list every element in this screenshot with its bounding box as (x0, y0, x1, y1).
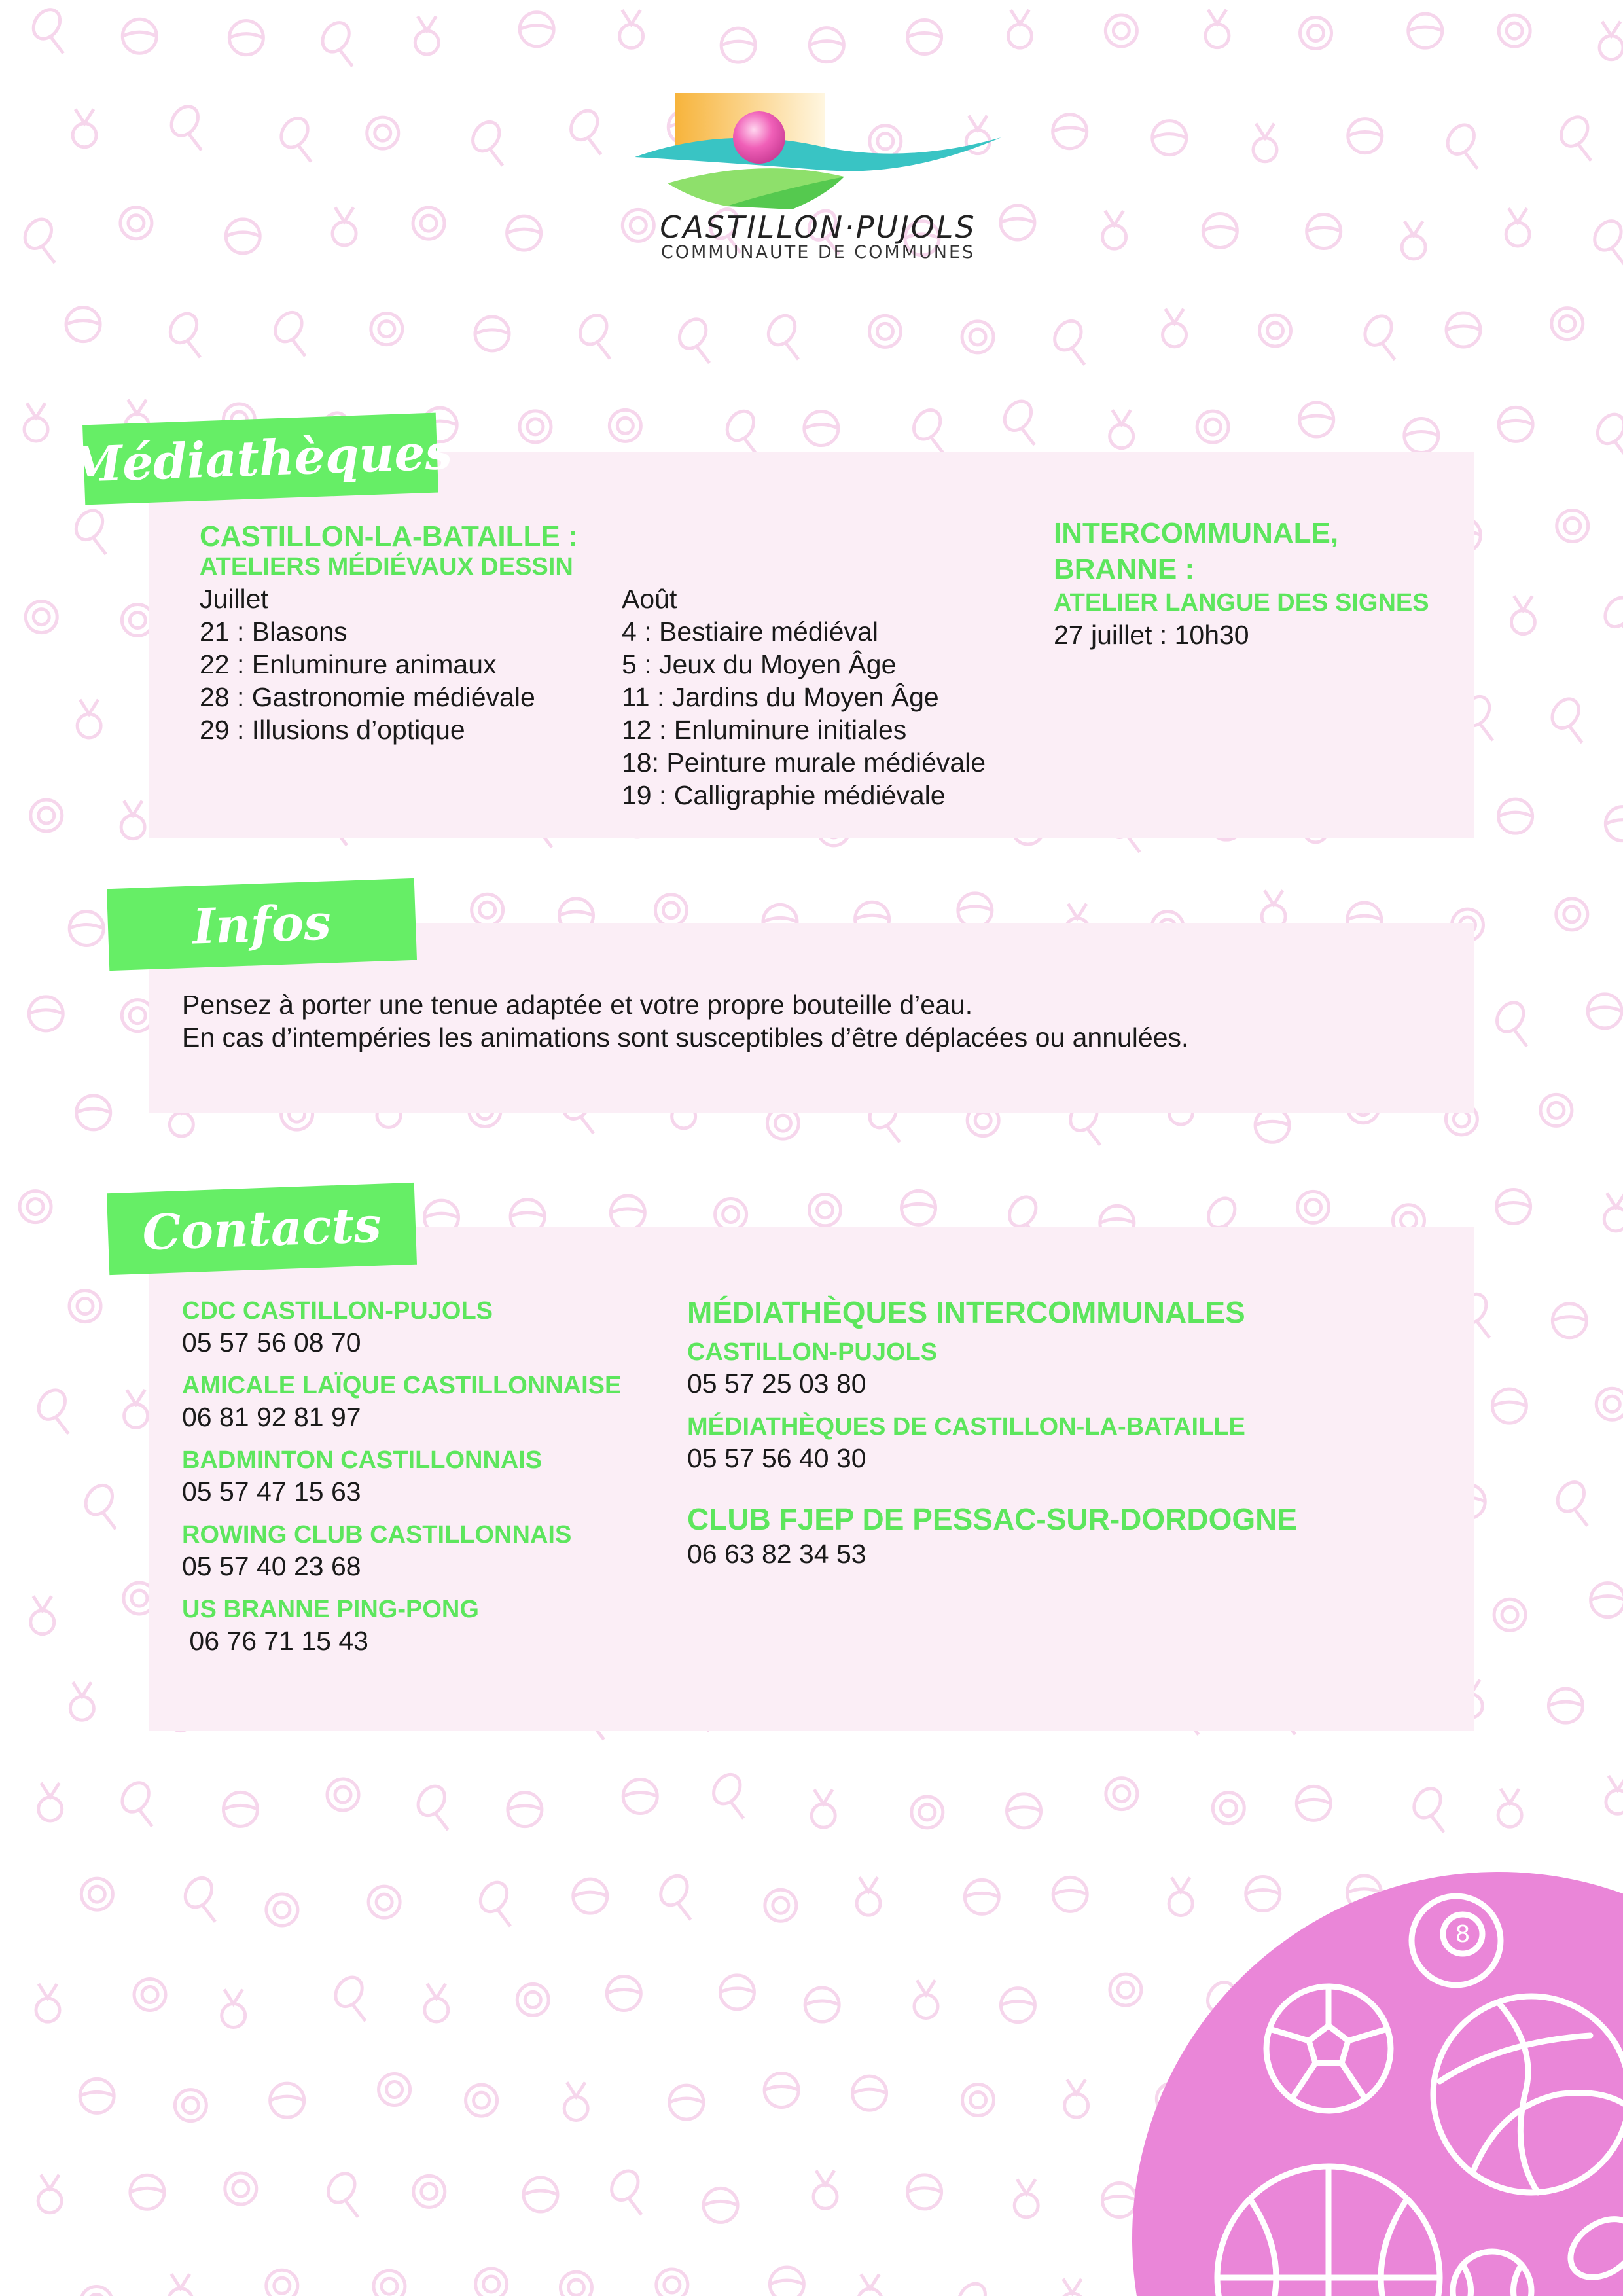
pattern-doodle (853, 2076, 887, 2110)
pattern-doodle (165, 308, 202, 357)
pattern-doodle (476, 2269, 507, 2296)
pattern-doodle (475, 1877, 512, 1926)
contacts-tag (107, 1183, 417, 1275)
pattern-doodle (1014, 2179, 1038, 2217)
pattern-doodle (317, 18, 355, 67)
infos-line: Pensez à porter une tenue adaptée et votre propre bouteille d’eau. (182, 990, 973, 1020)
pattern-doodle (1494, 1599, 1525, 1630)
infos-text (182, 988, 1188, 1054)
pattern-doodle (1053, 115, 1087, 149)
pattern-doodle (69, 1291, 101, 1322)
pattern-doodle (327, 1779, 359, 1810)
pattern-doodle (655, 1871, 692, 1920)
pattern-doodle (130, 2175, 164, 2209)
pattern-doodle (764, 2073, 798, 2107)
pattern-doodle (1307, 215, 1341, 249)
pattern-doodle (1110, 410, 1133, 448)
pattern-doodle (524, 2178, 558, 2212)
pattern-doodle (813, 2170, 837, 2208)
pattern-doodle (962, 321, 993, 353)
pattern-doodle (1556, 112, 1593, 161)
contact-item (182, 1520, 621, 1583)
pattern-doodle (1049, 316, 1086, 365)
pattern-doodle (857, 1877, 880, 1915)
pattern-doodle (80, 2079, 114, 2113)
pattern-doodle (1103, 211, 1126, 249)
pattern-doodle (368, 1886, 400, 1918)
pattern-doodle (912, 1797, 943, 1828)
pattern-doodle (1511, 596, 1535, 634)
aout-month: Août (622, 584, 677, 614)
pattern-doodle (508, 1793, 542, 1827)
pattern-doodle (722, 406, 759, 456)
pattern-doodle (39, 1783, 62, 1821)
logo-emblem-icon (628, 85, 1008, 209)
pattern-doodle (413, 1781, 450, 1830)
pattern-doodle (1408, 1784, 1446, 1833)
pattern-doodle (475, 317, 509, 351)
contact-item (182, 1445, 621, 1508)
pattern-doodle (1499, 15, 1530, 46)
pattern-doodle (804, 412, 838, 446)
pattern-doodle (765, 1890, 796, 1921)
pattern-doodle (414, 2176, 445, 2207)
pattern-doodle (1053, 1877, 1087, 1911)
pattern-doodle (721, 28, 755, 62)
pattern-doodle (1060, 2279, 1084, 2296)
pattern-doodle (31, 800, 62, 831)
pattern-doodle (1163, 309, 1186, 347)
aout-item: 11 : Jardins du Moyen Âge (622, 682, 939, 712)
logo-subtitle: COMMUNAUTE DE COMMUNES (660, 242, 976, 262)
pattern-doodle (560, 2272, 592, 2296)
contact-name: BADMINTON CASTILLONNAIS (182, 1446, 543, 1474)
contact-item (182, 1371, 621, 1433)
pattern-doodle (1506, 208, 1529, 246)
branne-title-line1: INTERCOMMUNALE, (1054, 517, 1339, 549)
pattern-doodle (1606, 1776, 1623, 1814)
club-fjep-name: CLUB FJEP DE PESSAC-SUR-DORDOGNE (687, 1502, 1298, 1536)
contact-item (687, 1412, 1297, 1475)
pattern-doodle (1556, 899, 1588, 930)
pattern-doodle (517, 1984, 548, 2015)
pattern-doodle (1492, 1389, 1526, 1423)
pattern-doodle (1007, 1794, 1041, 1828)
logo-name: CASTILLON·PUJOLS (660, 209, 976, 245)
pattern-doodle (134, 1979, 166, 2010)
contact-name: MÉDIATHÈQUES DE CASTILLON-LA-BATAILLE (687, 1413, 1245, 1441)
pattern-doodle (908, 405, 946, 454)
pattern-doodle (120, 207, 152, 239)
pattern-doodle (413, 207, 444, 239)
pattern-doodle (266, 1894, 298, 1926)
pattern-doodle (869, 315, 901, 347)
pattern-doodle (20, 1191, 51, 1223)
pattern-doodle (810, 28, 844, 62)
pattern-doodle (715, 1198, 747, 1230)
pattern-doodle (669, 2085, 704, 2119)
pattern-doodle (611, 1196, 645, 1230)
pattern-doodle (1105, 15, 1137, 46)
pattern-doodle (564, 2082, 588, 2120)
aout-item: 4 : Bestiaire médiéval (622, 617, 878, 647)
pattern-doodle (609, 410, 641, 441)
pattern-doodle (38, 2175, 62, 2213)
pattern-doodle (507, 216, 541, 250)
pattern-doodle (270, 308, 307, 357)
pattern-doodle (26, 601, 57, 633)
pattern-doodle (1001, 1988, 1035, 2022)
pattern-doodle (1442, 120, 1480, 169)
pattern-doodle (708, 1770, 745, 1819)
pattern-doodle (1205, 10, 1229, 48)
juillet-item: 22 : Enluminure animaux (200, 649, 497, 679)
infos-tag (107, 878, 417, 971)
contacts-right-list (687, 1293, 1297, 1570)
pattern-doodle (575, 310, 612, 359)
pattern-doodle (330, 1972, 368, 2021)
branne-subtitle: ATELIER LANGUE DES SIGNES (1054, 589, 1429, 617)
pattern-doodle (1404, 419, 1438, 453)
pattern-doodle (1548, 1689, 1582, 1723)
pattern-doodle (1259, 315, 1291, 346)
pattern-doodle (1300, 18, 1332, 49)
pattern-doodle (1600, 592, 1623, 641)
contacts-left-list (182, 1296, 621, 1669)
pattern-doodle (117, 1778, 154, 1827)
pattern-doodle (1253, 124, 1277, 162)
pattern-doodle (963, 2084, 994, 2115)
pattern-doodle (166, 101, 204, 151)
mediatheques-intercommunales-heading: MÉDIATHÈQUES INTERCOMMUNALES (687, 1295, 1245, 1329)
pattern-doodle (1300, 403, 1334, 437)
pattern-doodle (1255, 1108, 1289, 1142)
pattern-doodle (565, 105, 603, 154)
pattern-doodle (1102, 2183, 1136, 2217)
pattern-doodle (620, 10, 643, 48)
pattern-doodle (33, 1385, 71, 1434)
pattern-doodle (1557, 510, 1588, 541)
pattern-doodle (466, 2085, 497, 2116)
juillet-item: 21 : Blasons (200, 617, 348, 647)
pattern-doodle (24, 403, 48, 441)
pattern-doodle (1065, 2079, 1088, 2117)
pattern-doodle (122, 19, 156, 53)
pattern-doodle (1588, 994, 1622, 1028)
contact-phone: 05 57 40 23 68 (182, 1551, 361, 1581)
castillon-subtitle: ATELIERS MÉDIÉVAUX DESSIN (200, 553, 573, 581)
sports-balls-decoration (1132, 1872, 1623, 2296)
pattern-doodle (379, 2074, 410, 2106)
pattern-doodle (520, 12, 554, 46)
pattern-doodle (1591, 1583, 1623, 1617)
pattern-doodle (66, 308, 100, 342)
pattern-doodle (323, 2168, 360, 2217)
pattern-doodle (77, 700, 101, 738)
pattern-doodle (1298, 1191, 1329, 1223)
pattern-doodle (1552, 308, 1583, 340)
pattern-doodle (1592, 409, 1623, 458)
pattern-doodle (20, 214, 57, 263)
pattern-doodle (80, 1480, 118, 1530)
pattern-doodle (472, 894, 503, 925)
pattern-doodle (467, 117, 505, 166)
pattern-doodle (266, 2270, 298, 2296)
pattern-doodle (805, 1988, 839, 2022)
pattern-doodle (70, 1682, 94, 1720)
contact-name: CASTILLON-PUJOLS (687, 1338, 938, 1366)
pattern-doodle (914, 1980, 938, 2018)
pattern-doodle (367, 117, 399, 149)
contact-phone: 05 57 47 15 63 (182, 1477, 361, 1507)
pattern-doodle (1599, 22, 1623, 60)
pattern-doodle (1008, 10, 1031, 48)
pattern-doodle (124, 1390, 148, 1427)
pattern-doodle (1605, 807, 1623, 841)
contact-name: ROWING CLUB CASTILLONNAIS (182, 1521, 572, 1549)
pattern-doodle (1491, 997, 1529, 1047)
mediatheques-tag-label: Médiathèques (67, 423, 454, 494)
pattern-doodle (1552, 1304, 1586, 1338)
juillet-item: 29 : Illusions d’optique (200, 715, 465, 745)
pattern-doodle (1203, 213, 1237, 247)
contact-name: AMICALE LAÏQUE CASTILLONNAISE (182, 1372, 622, 1399)
contact-name: US BRANNE PING-PONG (182, 1596, 479, 1623)
pattern-doodle (36, 1984, 60, 2022)
aout-item: 5 : Jeux du Moyen Âge (622, 649, 897, 679)
juillet-item: 28 : Gastronomie médiévale (200, 682, 535, 712)
contact-name: CDC CASTILLON-PUJOLS (182, 1297, 493, 1325)
pattern-doodle (180, 1873, 217, 1922)
pattern-doodle (720, 1975, 754, 2009)
pattern-doodle (902, 1191, 936, 1225)
contact-phone: 05 57 56 40 30 (687, 1443, 866, 1473)
branne-date: 27 juillet : 10h30 (1054, 620, 1249, 650)
pattern-doodle (69, 911, 103, 945)
pattern-doodle (655, 895, 687, 926)
pattern-doodle (374, 2270, 405, 2296)
pattern-doodle (169, 2274, 192, 2296)
contact-item (687, 1501, 1297, 1570)
pattern-doodle (573, 1879, 607, 1913)
pattern-doodle (1589, 216, 1623, 265)
pattern-doodle (270, 2083, 304, 2117)
pattern-doodle (704, 2188, 738, 2222)
contact-phone: 06 76 71 15 43 (182, 1626, 368, 1656)
pattern-doodle (371, 314, 402, 345)
pattern-doodle (226, 219, 260, 253)
contact-item (687, 1337, 1297, 1400)
pattern-doodle (1499, 799, 1533, 833)
pattern-doodle (1547, 694, 1584, 743)
pattern-doodle (1360, 311, 1397, 360)
pattern-doodle (656, 2269, 688, 2296)
contact-item (182, 1296, 621, 1359)
infos-line: En cas d’intempéries les animations sont susceptibles d’être déplacées ou annulées. (182, 1022, 1189, 1052)
pattern-doodle (1604, 1193, 1623, 1231)
castillon-title: CASTILLON-LA-BATAILLE : (200, 520, 578, 552)
pattern-doodle (607, 1976, 641, 2010)
contact-phone: 05 57 25 03 80 (687, 1369, 866, 1399)
pattern-doodle (1596, 1388, 1623, 1420)
pattern-doodle (965, 1880, 999, 1914)
aout-item: 19 : Calligraphie médiévale (622, 780, 946, 810)
pattern-doodle (1446, 313, 1480, 347)
pattern-doodle (77, 1096, 111, 1130)
club-fjep-phone: 06 63 82 34 53 (687, 1539, 866, 1569)
pattern-doodle (674, 314, 711, 363)
contacts-tag-label: Contacts (141, 1196, 382, 1261)
pattern-doodle (1499, 407, 1533, 441)
pattern-doodle (1348, 119, 1382, 153)
pattern-doodle (28, 5, 65, 54)
pattern-doodle (222, 1990, 245, 2028)
pattern-doodle (520, 411, 551, 442)
pattern-doodle (80, 2286, 112, 2296)
pattern-doodle (908, 20, 942, 54)
pattern-doodle (810, 1194, 841, 1226)
pattern-doodle (1402, 221, 1425, 259)
pattern-doodle (623, 1780, 657, 1814)
pattern-doodle (425, 1984, 448, 2022)
contact-phone: 06 81 92 81 97 (182, 1402, 361, 1432)
juillet-month: Juillet (200, 584, 268, 614)
pattern-doodle (1541, 1094, 1572, 1126)
castillon-pujols-logo (628, 85, 1008, 275)
pattern-doodle (223, 1792, 257, 1826)
pattern-doodle (1152, 121, 1186, 155)
pattern-doodle (276, 113, 313, 162)
pattern-doodle (121, 801, 145, 839)
juillet-column (200, 583, 535, 746)
branne-title-line2: BRANNE : (1054, 553, 1195, 585)
pattern-doodle (1213, 1793, 1244, 1824)
pattern-doodle (954, 2278, 991, 2296)
pattern-doodle (31, 1596, 54, 1634)
pattern-doodle (175, 2090, 206, 2121)
pattern-doodle (415, 16, 438, 54)
aout-item: 12 : Enluminure initiales (622, 715, 907, 745)
pattern-doodle (1498, 1789, 1522, 1827)
pattern-doodle (225, 2173, 257, 2204)
pattern-doodle (770, 2267, 804, 2296)
pattern-doodle (332, 207, 356, 245)
svg-text:8: 8 (1455, 1921, 1471, 1948)
pattern-doodle (812, 1789, 835, 1827)
pattern-doodle (1296, 1786, 1330, 1820)
pattern-doodle (71, 505, 108, 554)
pattern-doodle (763, 311, 800, 360)
pattern-doodle (1408, 14, 1442, 48)
mediatheques-tag (67, 413, 454, 505)
contact-item (182, 1594, 621, 1657)
pattern-doodle (1552, 1477, 1590, 1526)
pattern-doodle (1197, 411, 1228, 442)
pattern-doodle (908, 2175, 942, 2209)
pattern-doodle (29, 997, 63, 1031)
pattern-doodle (999, 396, 1037, 445)
pattern-doodle (229, 21, 263, 55)
aout-column (622, 583, 986, 812)
aout-item: 18: Peinture murale médiévale (622, 747, 986, 778)
pattern-doodle (73, 109, 96, 147)
pattern-doodle (606, 2166, 643, 2215)
pattern-doodle (858, 2274, 882, 2296)
pattern-doodle (81, 1878, 113, 1910)
contact-phone: 05 57 56 08 70 (182, 1327, 361, 1357)
pattern-doodle (1106, 1778, 1137, 1810)
infos-tag-label: Infos (191, 893, 332, 956)
pattern-doodle (1497, 1189, 1531, 1223)
